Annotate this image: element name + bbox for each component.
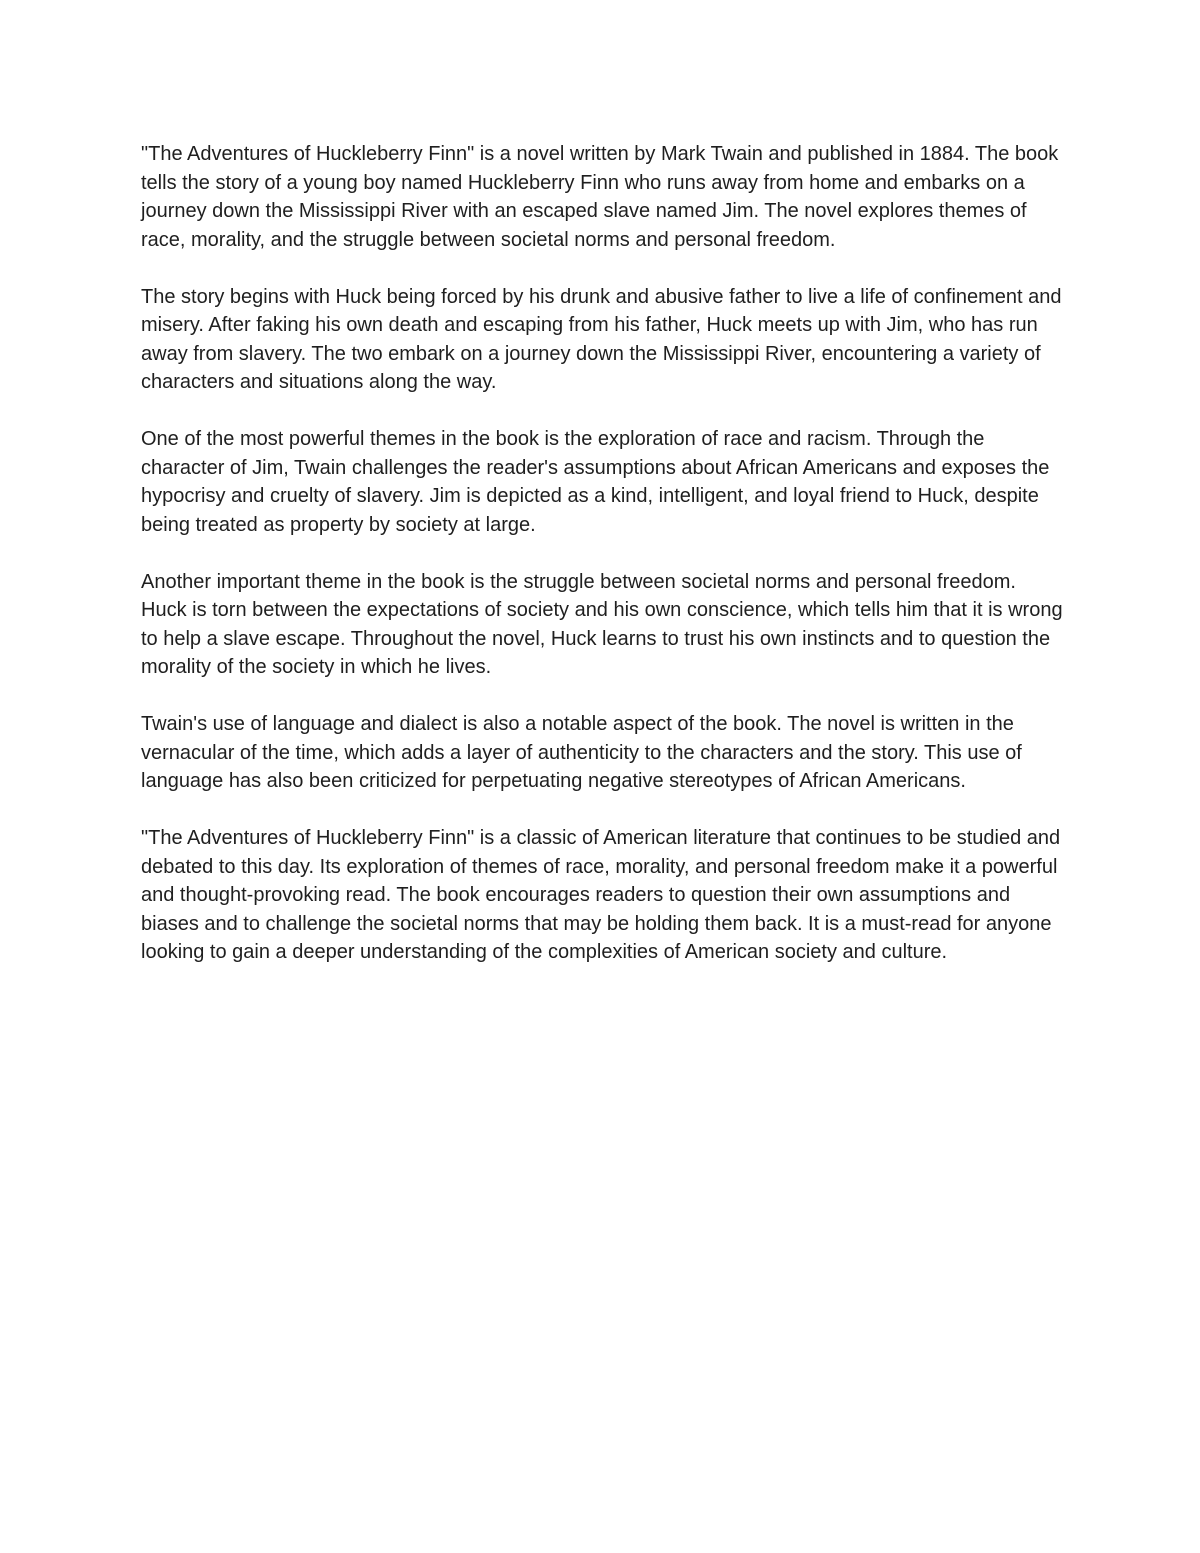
paragraph-conclusion: "The Adventures of Huckleberry Finn" is a classic of American literature that continues to be studied and debated to this day. Its exploration of themes of race, morality, and personal freedom make it a powerful and thought-provoking read. The book encourages readers to question their own assumptions and biases and to challenge the societal norms that may be holding them back. It is a must-read for anyone looking to gain a deeper understanding of the complexities of American society and culture. xyxy=(141,827,1061,963)
document-body xyxy=(141,140,1066,995)
paragraph-race-theme: One of the most powerful themes in the book is the exploration of race and racism. Through the character of Jim, Twain challenges the reader's assumptions about African Americans and exposes the hypocrisy and cruelty of slavery. Jim is depicted as a kind, intelligent, and loyal friend to Huck, despite being treated as property by society at large. xyxy=(141,428,1050,536)
paragraph-language: Twain's use of language and dialect is also a notable aspect of the book. The novel is written in the vernacular of the time, which adds a layer of authenticity to the characters and the story. This use of language has also been criticized for perpetuating negative stereotypes of African Americans. xyxy=(141,713,1022,792)
paragraph-freedom-theme: Another important theme in the book is the struggle between societal norms and personal freedom. Huck is torn between the expectations of society and his own conscience, which tells him that it is wrong to help a slave escape. Throughout the novel, Huck learns to trust his own instincts and to question the morality of the society in which he lives. xyxy=(141,570,1063,678)
paragraph-story: The story begins with Huck being forced by his drunk and abusive father to live a life of confinement and misery. After faking his own death and escaping from his father, Huck meets up with Jim, who has run away from slavery. The two embark on a journey down the Mississippi River, encountering a variety of characters and situations along the way. xyxy=(141,285,1062,393)
paragraph-intro: "The Adventures of Huckleberry Finn" is a novel written by Mark Twain and published in 1884. The book tells the story of a young boy named Huckleberry Finn who runs away from home and embarks on a journey down the Mississippi River with an escaped slave named Jim. The novel explores themes of race, morality, and the struggle between societal norms and personal freedom. xyxy=(141,143,1059,251)
